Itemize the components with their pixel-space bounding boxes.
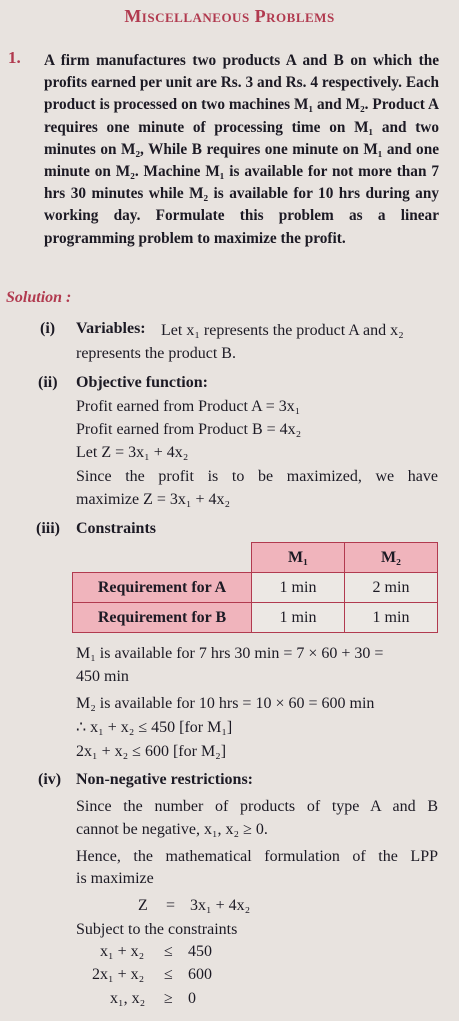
lpp-constraint-3-op: ≥ xyxy=(164,990,173,1007)
restriction-line-1: Since the number of products of type A and B xyxy=(76,798,438,815)
constraint-line-3: M₂ is available for 10 hrs = 10 × 60 = 600 min xyxy=(76,695,375,712)
objective-lhs: Z xyxy=(138,897,148,914)
lpp-constraint-3-rhs: 0 xyxy=(188,990,196,1007)
step-iii-number: (iii) xyxy=(36,520,60,537)
step-ii-title: Objective function: xyxy=(76,374,208,391)
table-row xyxy=(73,603,438,633)
objective-since-1: Since the profit is to be maximized, we have xyxy=(76,468,438,485)
constraint-line-4: ∴ x₁ + x₂ ≤ 450 [for M₁] xyxy=(76,719,233,736)
subject-to-line: Subject to the constraints xyxy=(76,921,238,938)
step-iv-title: Non-negative restrictions: xyxy=(76,771,253,788)
objective-rhs: 3x₁ + 4x₂ xyxy=(190,897,251,914)
lpp-constraint-1-lhs: x₁ + x₂ xyxy=(100,943,145,960)
step-iv-number: (iv) xyxy=(38,771,62,788)
constraint-line-2: 450 min xyxy=(76,668,129,685)
question-number: 1. xyxy=(8,48,21,67)
step-i-title: Variables: xyxy=(76,320,146,337)
formulation-line-1: Hence, the mathematical formulation of the LPP xyxy=(76,848,438,865)
lpp-constraint-2-rhs: 600 xyxy=(188,966,212,983)
constraint-line-1: M₁ is available for 7 hrs 30 min = 7 × 60 + 30 = xyxy=(76,645,384,662)
table-row xyxy=(73,573,438,603)
table-row-label-b: Requirement for B xyxy=(73,603,252,633)
objective-equals: = xyxy=(166,897,176,914)
restriction-line-2: cannot be negative, x₁, x₂ ≥ 0. xyxy=(76,821,268,838)
solution-label: Solution : xyxy=(6,289,72,306)
table-header-m2: M₂ xyxy=(345,543,438,573)
objective-since-2: maximize Z = 3x₁ + 4x₂ xyxy=(76,491,231,508)
objective-line-3: Let Z = 3x₁ + 4x₂ xyxy=(76,444,189,461)
table-cell-a-m2: 2 min xyxy=(345,573,438,603)
step-i-line1: Let x₁ represents the product A and x₂ xyxy=(161,322,404,339)
requirement-table xyxy=(72,542,438,633)
lpp-constraint-1-op: ≤ xyxy=(164,943,173,960)
lpp-constraint-2-op: ≤ xyxy=(164,966,173,983)
table-cell-b-m1: 1 min xyxy=(252,603,345,633)
objective-line-2: Profit earned from Product B = 4x₂ xyxy=(76,421,302,438)
lpp-constraint-2-lhs: 2x₁ + x₂ xyxy=(92,966,145,983)
table-cell-a-m1: 1 min xyxy=(252,573,345,603)
constraint-line-5: 2x₁ + x₂ ≤ 600 [for M₂] xyxy=(76,743,227,760)
formulation-line-2: is maximize xyxy=(76,870,154,887)
table-corner xyxy=(73,543,252,573)
section-heading: Miscellaneous Problems xyxy=(124,6,335,26)
objective-line-1: Profit earned from Product A = 3x₁ xyxy=(76,398,301,415)
step-iii-title: Constraints xyxy=(76,520,157,537)
question-text: A firm manufactures two products A and B on which the profits earned per unit are Rs. 3 and Rs. 4 respectively. Each product is processed on two machines M₁ and M₂. Product A requires one minute of processing time on M₁ and two minutes on M₂, While B requires one minute on M₁ and one minute on M₂. Machine M₁ is available for not more than 7 hrs 30 minutes while M₂ is available for 10 hrs during any working day. Formulate this problem as a linear programming problem to maximize the profit. xyxy=(44,52,439,247)
table-cell-b-m2: 1 min xyxy=(345,603,438,633)
table-row-label-a: Requirement for A xyxy=(73,573,252,603)
step-i-number: (i) xyxy=(40,320,56,337)
lpp-constraint-1-rhs: 450 xyxy=(188,943,212,960)
step-i-line2: represents the product B. xyxy=(76,345,236,362)
table-header-m1: M₁ xyxy=(252,543,345,573)
lpp-constraint-3-lhs: x₁, x₂ xyxy=(110,990,146,1007)
step-ii-number: (ii) xyxy=(38,374,58,391)
